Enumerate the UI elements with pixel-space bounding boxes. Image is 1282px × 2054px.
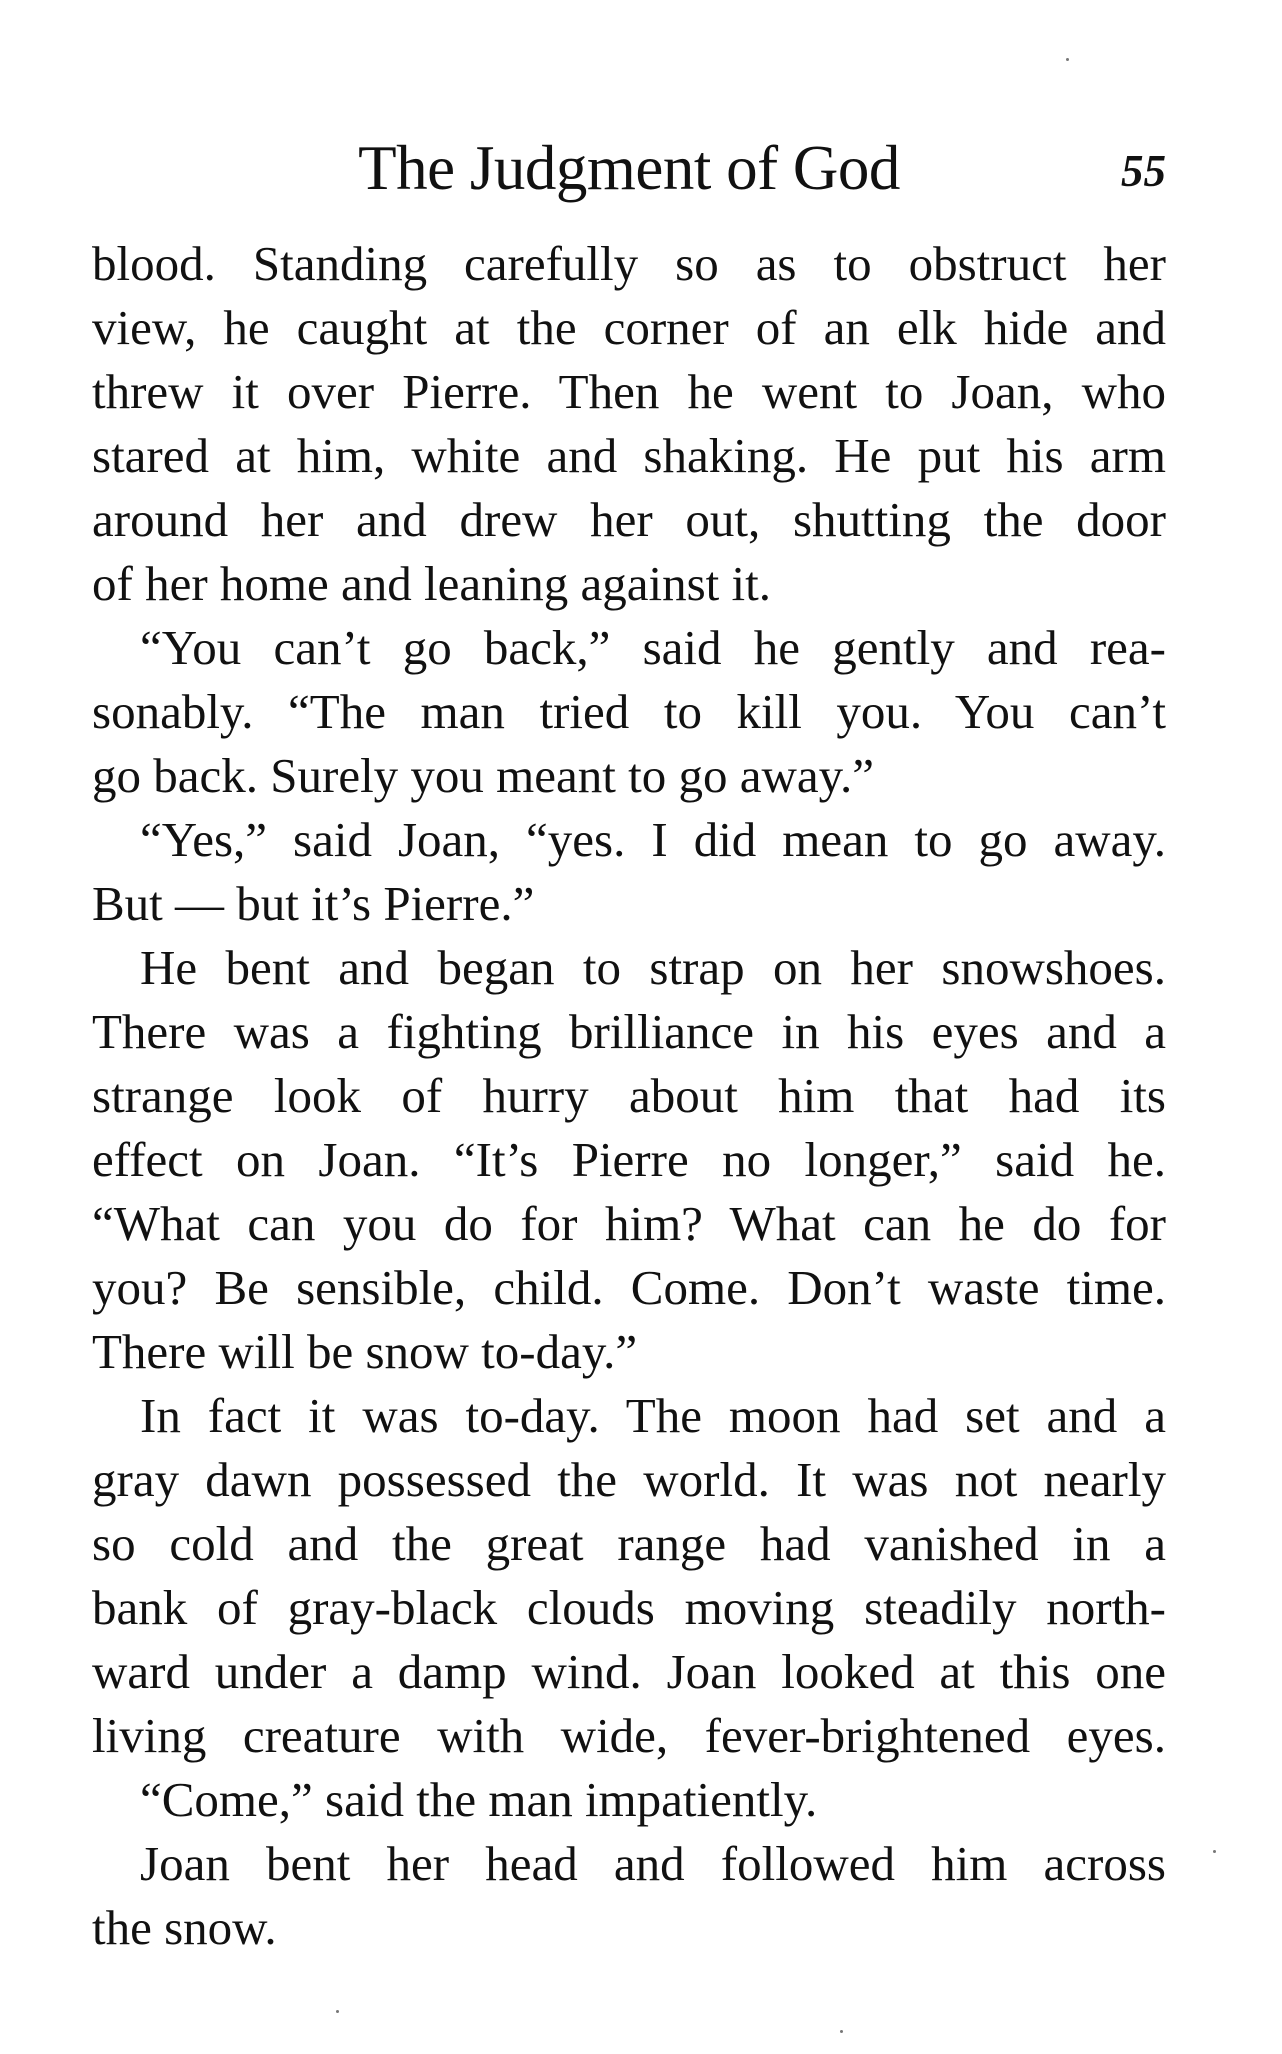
text-line: But — but it’s Pierre.” bbox=[92, 876, 535, 931]
text-line: blood. Standing carefully so as to obstruct her bbox=[92, 236, 1166, 291]
text-line: There will be snow to-day.” bbox=[92, 1324, 638, 1379]
scan-speck bbox=[336, 2010, 339, 2013]
scan-speck bbox=[1213, 1850, 1216, 1853]
text-line: strange look of hurry about him that had its bbox=[92, 1068, 1166, 1123]
body-text bbox=[92, 232, 1166, 1960]
text-line: sonably. “The man tried to kill you. You can’t bbox=[92, 684, 1166, 739]
text-line: view, he caught at the corner of an elk hide and bbox=[92, 300, 1166, 355]
page-number: 55 bbox=[1121, 146, 1166, 196]
text-line: Joan bent her head and followed him across bbox=[140, 1836, 1166, 1891]
running-head bbox=[92, 128, 1166, 208]
text-line: “You can’t go back,” said he gently and rea- bbox=[140, 620, 1166, 675]
text-line: stared at him, white and shaking. He put his arm bbox=[92, 428, 1166, 483]
scan-speck bbox=[840, 2030, 843, 2033]
text-line: you? Be sensible, child. Come. Don’t waste time. bbox=[92, 1260, 1166, 1315]
text-line: In fact it was to-day. The moon had set and a bbox=[140, 1388, 1166, 1443]
text-line: gray dawn possessed the world. It was not nearly bbox=[92, 1452, 1166, 1507]
scan-speck bbox=[1066, 58, 1069, 61]
text-line: threw it over Pierre. Then he went to Joan, who bbox=[92, 364, 1166, 419]
text-line: “Come,” said the man impatiently. bbox=[140, 1772, 818, 1827]
text-line: of her home and leaning against it. bbox=[92, 556, 771, 611]
text-line: “What can you do for him? What can he do for bbox=[92, 1196, 1166, 1251]
text-line: the snow. bbox=[92, 1900, 277, 1955]
text-line: living creature with wide, fever-brightened eyes. bbox=[92, 1708, 1166, 1763]
text-line: go back. Surely you meant to go away.” bbox=[92, 748, 874, 803]
text-line: around her and drew her out, shutting the door bbox=[92, 492, 1166, 547]
text-line: There was a fighting brilliance in his eyes and a bbox=[92, 1004, 1166, 1059]
text-line: effect on Joan. “It’s Pierre no longer,” said he. bbox=[92, 1132, 1166, 1187]
text-line: “Yes,” said Joan, “yes. I did mean to go away. bbox=[140, 812, 1166, 867]
text-line: ward under a damp wind. Joan looked at this one bbox=[92, 1644, 1166, 1699]
text-line: so cold and the great range had vanished in a bbox=[92, 1516, 1166, 1571]
text-line: bank of gray-black clouds moving steadily north- bbox=[92, 1580, 1166, 1635]
running-title: The Judgment of God bbox=[358, 133, 900, 203]
text-line: He bent and began to strap on her snowshoes. bbox=[140, 940, 1166, 995]
